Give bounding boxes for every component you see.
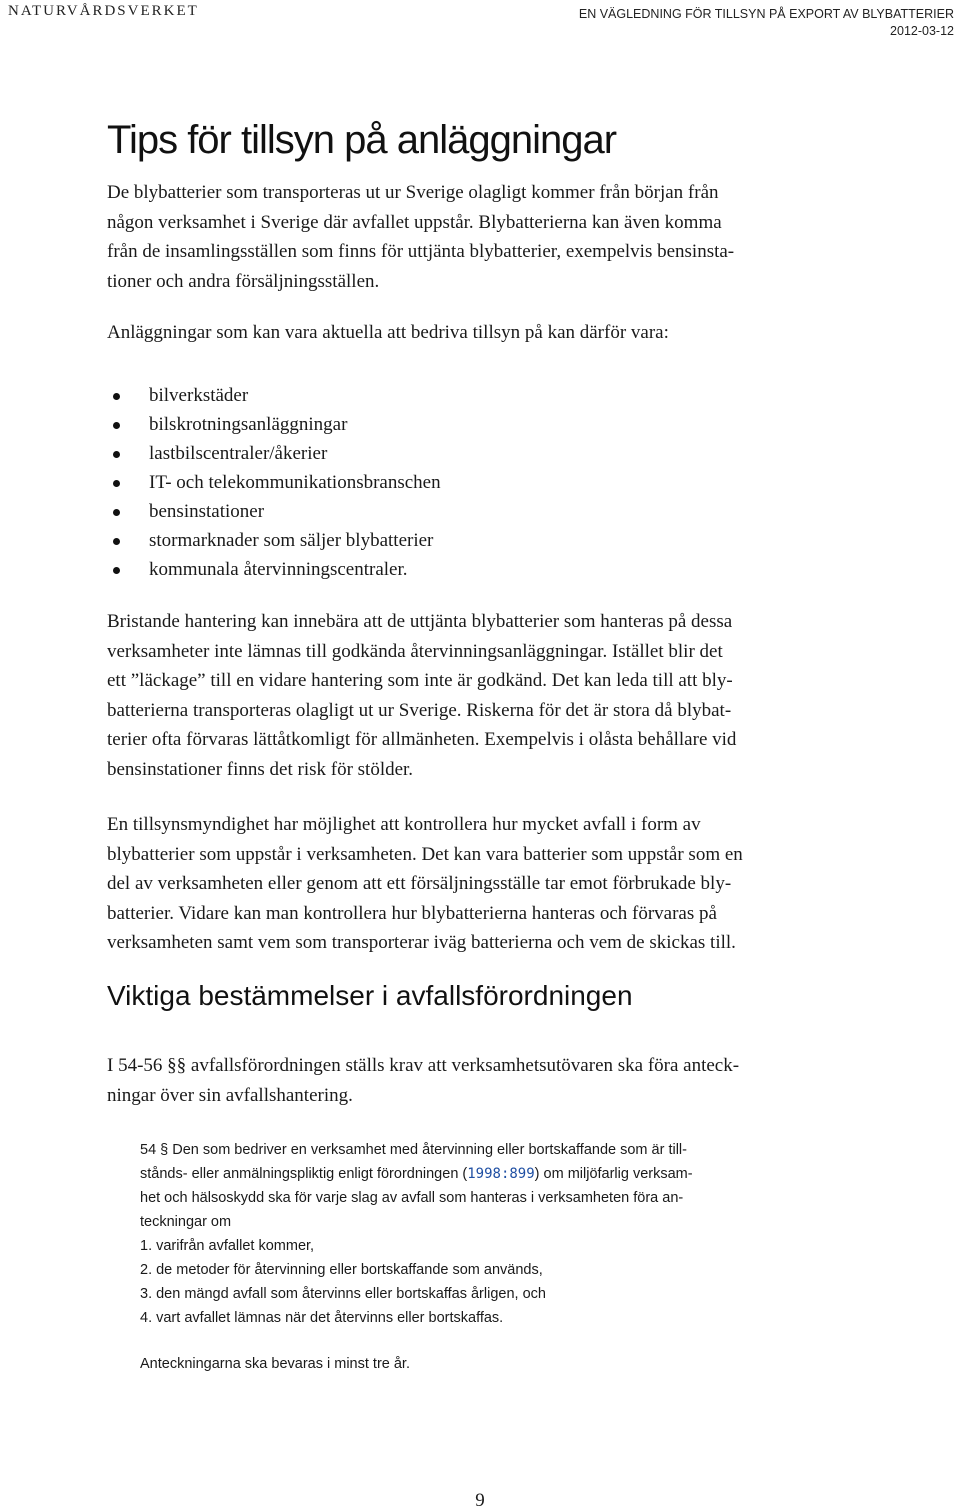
list-item: kommunala återvinningscentraler. <box>107 555 441 584</box>
numbered-item: 2. de metoder för återvinning eller bortskaffande som används, <box>140 1262 543 1278</box>
quote-text: ) om miljöfarlig verksam- <box>534 1166 693 1182</box>
numbered-item: 4. vart avfallet lämnas när det återvinns eller bortskaffas. <box>140 1310 504 1326</box>
paragraph-regulation-intro <box>107 1051 842 1110</box>
text-line: batterierna transporteras olagligt ut ur Sverige. Riskerna för det är stora då blybat- <box>107 699 732 721</box>
document-date: 2012-03-12 <box>890 24 954 38</box>
quote-closing: Anteckningarna ska bevaras i minst tre år. <box>140 1356 410 1372</box>
document-title: EN VÄGLEDNING FÖR TILLSYN PÅ EXPORT AV BLYBATTERIER <box>578 7 954 21</box>
numbered-item: 3. den mängd avfall som återvinns eller bortskaffas årligen, och <box>140 1286 546 1302</box>
text-line: En tillsynsmyndighet har möjlighet att kontrollera hur mycket avfall i form av <box>107 814 701 835</box>
text-line: bensinstationer finns det risk för stölder. <box>107 758 414 780</box>
text-line: terier ofta förvaras lättåtkomligt för allmänheten. Exempelvis i olåsta behållare vid <box>107 729 737 750</box>
facility-list <box>107 381 441 584</box>
text-line: Bristande hantering kan innebära att de uttjänta blybatterier som hanteras på dessa <box>107 611 733 632</box>
text-line: ett ”läckage” till en vidare hantering som inte är godkänd. Det kan leda till att bly- <box>107 670 733 691</box>
text-line: verksamheter inte lämnas till godkända återvinningsanläggningar. Istället blir det <box>107 640 723 662</box>
list-item: bilskrotningsanläggningar <box>107 410 441 439</box>
paragraph-handling <box>107 607 842 784</box>
paragraph-origin <box>107 178 842 296</box>
quote-line <box>140 1162 800 1186</box>
quote-line: teckningar om <box>140 1214 232 1230</box>
list-item: lastbilscentraler/åkerier <box>107 439 441 468</box>
quote-text: stånds- eller anmälningspliktig enligt förordningen ( <box>140 1166 468 1182</box>
list-item: stormarknader som säljer blybatterier <box>107 526 441 555</box>
text-line: del av verksamheten eller genom att ett försäljningsställe tar emot förbrukade bly- <box>107 873 732 894</box>
text-line: blybatterier som uppstår i verksamheten. Det kan vara batterier som uppstår som en <box>107 843 743 865</box>
text-line: från de insamlingsställen som finns för uttjänta blybatterier, exempelvis bensinsta- <box>107 241 735 262</box>
list-item: IT- och telekommunikationsbranschen <box>107 468 441 497</box>
text-line: De blybatterier som transporteras ut ur Sverige olagligt kommer från början från <box>107 182 719 203</box>
text-line: ningar över sin avfallshantering. <box>107 1084 353 1106</box>
paragraph-supervision <box>107 810 842 958</box>
document-header <box>579 6 954 40</box>
text-line: verksamheten samt vem som transporterar iväg batterierna och vem de skickas till. <box>107 932 736 953</box>
regulation-quote <box>140 1138 800 1376</box>
text-line: tioner och andra försäljningsställen. <box>107 270 380 292</box>
quote-line: 54 § Den som bedriver en verksamhet med återvinning eller bortskaffande som är till- <box>140 1142 687 1158</box>
section-heading-regulations: Viktiga bestämmelser i avfallsförordningen <box>107 980 633 1011</box>
text-line: I 54-56 §§ avfallsförordningen ställs krav att verksamhetsutövaren ska föra anteck- <box>107 1055 740 1076</box>
text-line: batterier. Vidare kan man kontrollera hur blybatterierna hanteras och förvaras på <box>107 902 717 924</box>
list-item: bilverkstäder <box>107 381 441 410</box>
organization-name: NATURVÅRDSVERKET <box>8 3 199 19</box>
list-intro: Anläggningar som kan vara aktuella att bedriva tillsyn på kan därför vara: <box>107 322 669 343</box>
quote-line: het och hälsoskydd ska för varje slag av avfall som hanteras i verksamheten föra an- <box>140 1190 684 1206</box>
list-item: bensinstationer <box>107 497 441 526</box>
numbered-item: 1. varifrån avfallet kommer, <box>140 1238 315 1254</box>
section-heading-tips: Tips för tillsyn på anläggningar <box>107 118 617 162</box>
sfs-link[interactable]: 1998:899 <box>467 1166 535 1182</box>
quote-numbered-list <box>140 1234 800 1330</box>
text-line: någon verksamhet i Sverige där avfallet uppstår. Blybatterierna kan även komma <box>107 211 722 233</box>
page-number: 9 <box>475 1490 485 1511</box>
